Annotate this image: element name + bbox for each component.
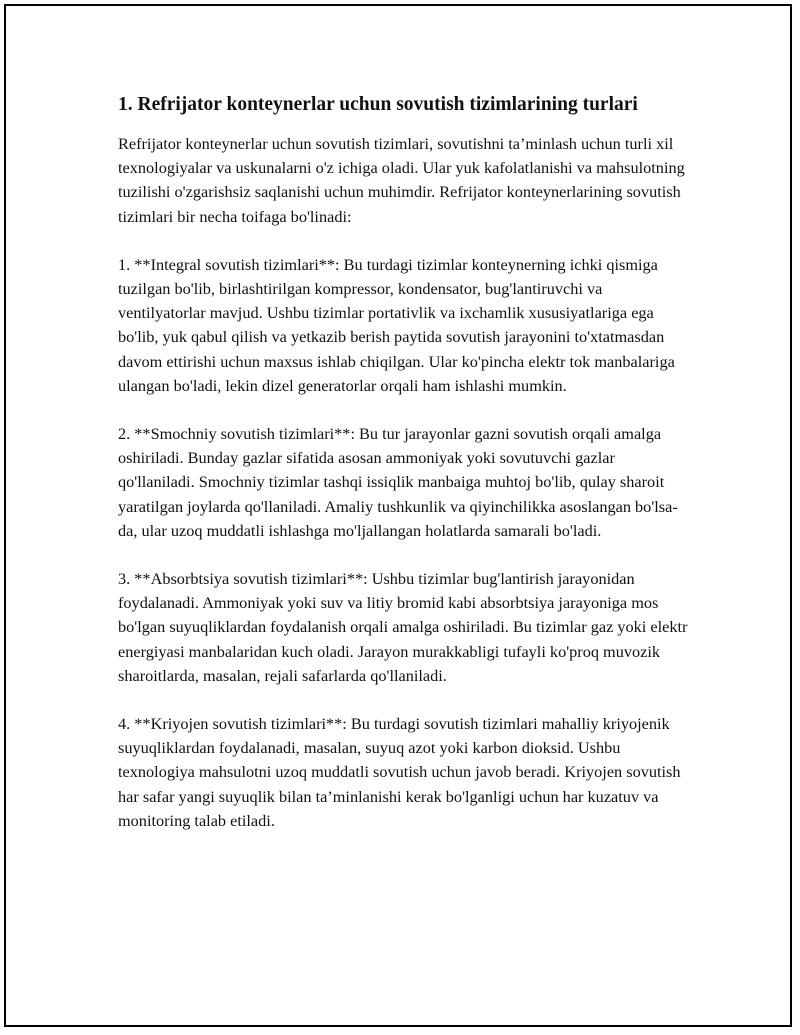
document-body (118, 92, 688, 857)
intro-paragraph: Refrijator konteynerlar uchun sovutish tizimlari, sovutishni ta’minlash uchun turli xil texnologiyalar va uskunalarni o'z ichiga oladi. Ular yuk kafolatlanishi va mahsulotning tuzilishi o'zgarishsiz saqlanishi uchun muhimdir. Refrijator konteynerlarining sovutish tizimlari bir necha toifaga bo'linadi: (118, 134, 685, 226)
absorption-systems-paragraph: 3. **Absorbtsiya sovutish tizimlari**: Ushbu tizimlar bug'lantirish jarayonidan foydalanadi. Ammoniyak yoki suv va litiy bromid kabi absorbtsiya jarayoniga mos bo'lgan suyuqliklardan foydalanish orqali amalga oshiriladi. Bu tizimlar gaz yoki elektr energiyasi manbalaridan kuch oladi. Jarayon murakkabligi tufayli ko'proq muvozik sharoitlarda, masalan, rejali safarlarda qo'llaniladi. (118, 569, 688, 685)
integral-systems-paragraph: 1. **Integral sovutish tizimlari**: Bu turdagi tizimlar konteynerning ichki qismiga tuzilgan bo'lib, birlashtirilgan kompressor, kondensator, bug'lantiruvchi va ventilyatorlar mavjud. Ushbu tizimlar portativlik va ixchamlik xususiyatlariga ega bo'lib, yuk qabul qilish va yetkazib berish paytida sovutish jarayonini to'xtatmasdan davom ettirishi uchun maxsus ishlab chiqilgan. Ular ko'pincha elektr tok manbalariga ulangan bo'ladi, lekin dizel generatorlar orqali ham ishlashi mumkin. (118, 254, 675, 395)
cryogenic-systems-paragraph: 4. **Kriyojen sovutish tizimlari**: Bu turdagi sovutish tizimlari mahalliy kriyojenik suyuqliklardan foydalanadi, masalan, suyuq azot yoki karbon dioksid. Ushbu texnologiya mahsulotni uzoq muddatli sovutish uchun javob beradi. Kriyojen sovutish har safar yangi suyuqlik bilan ta’minlanishi kerak bo'lganligi uchun har kuzatuv va monitoring talab etiladi. (118, 714, 681, 830)
smochniy-systems-paragraph: 2. **Smochniy sovutish tizimlari**: Bu tur jarayonlar gazni sovutish orqali amalga oshiriladi. Bunday gazlar sifatida asosan ammoniyak yoki sovutuvchi gazlar qo'llaniladi. Smochniy tizimlar tashqi issiqlik manbaiga muhtoj bo'lib, qulay sharoit yaratilgan joylarda qo'llaniladi. Amaliy tushkunlik va qiyinchilikka asoslangan bo'lsa-da, ular uzoq muddatli ishlashga mo'ljallangan holatlarda samarali bo'ladi. (118, 424, 678, 540)
section-heading: 1. Refrijator konteynerlar uchun sovutish tizimlarining turlari (118, 94, 638, 115)
